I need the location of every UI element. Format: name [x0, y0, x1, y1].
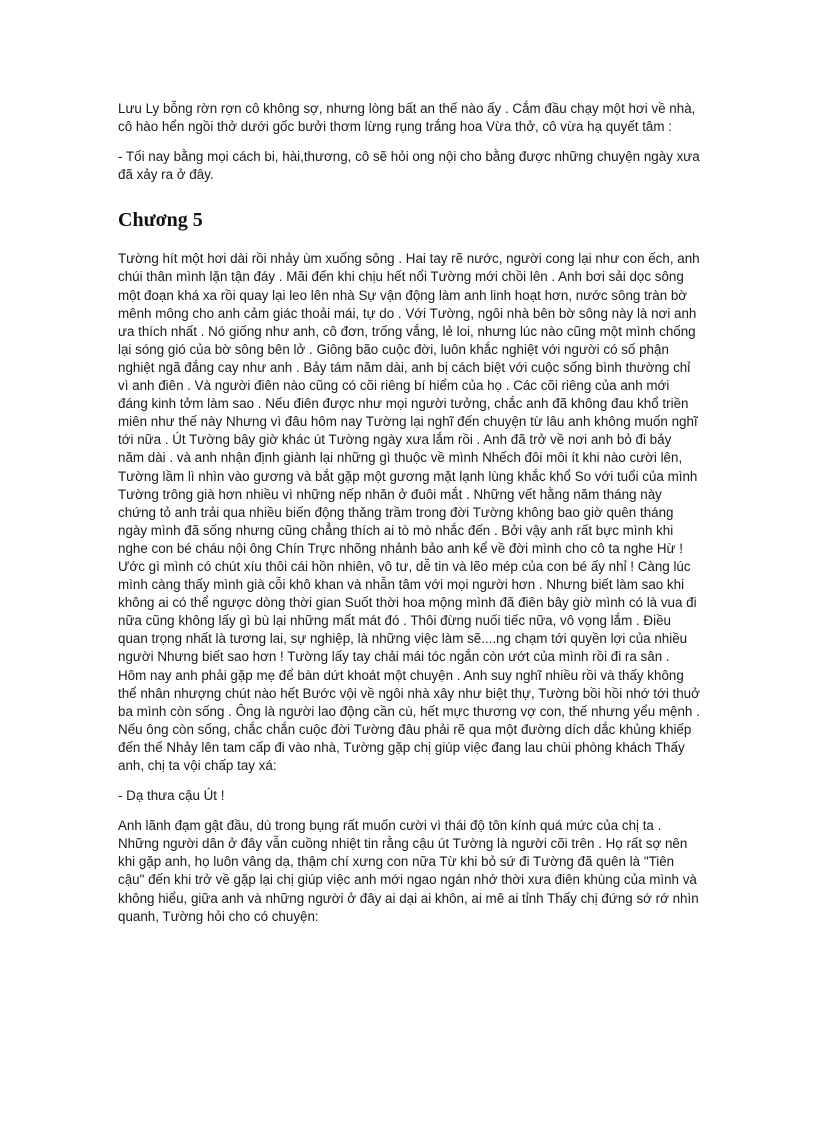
intro-paragraph-1: Lưu Ly bỗng rờn rợn cô không sợ, nhưng lòng bất an thế nào ấy . Cắm đầu chạy một hơi về nhà, cô hào hển ngồi thở dưới gốc bưởi thơm lừng rụng trắng hoa Vừa thở, cô vừa hạ quyết tâm : — [118, 101, 696, 135]
chapter-paragraph-3: Anh lãnh đạm gật đầu, dù trong bụng rất muốn cười vì thái độ tôn kính quá mức của chị ta . Những người dân ở đây vẫn cuồng nhiệt tin rằng cậu út Tường là người cõi trên . Họ rất sợ nên khi gặp anh, họ luôn vâng dạ, thậm chí xưng con nữa Từ khi bỏ sứ đi Tường đã quên là "Tiên cậu" đến khi trở về gặp lại chị giúp việc anh mới ngao ngán nhớ thời xưa điên khùng của mình và không hiểu, giữa anh và những người ở đây ai dại ai khôn, ai mê ai tỉnh Thấy chị đứng sớ rớ nhìn quanh, Tường hỏi cho có chuyện: — [118, 818, 699, 924]
intro-paragraph-2: - Tối nay bằng mọi cách bi, hài,thương, cô sẽ hỏi ong nội cho bằng được những chuyện ngày xưa đã xảy ra ở đây. — [118, 149, 700, 183]
document-page — [118, 100, 700, 938]
chapter-paragraph-1: Tường hít một hơi dài rồi nhảy ùm xuống sông . Hai tay rẽ nước, người cong lại như con ếch, anh chúi thân mình lặn tận đáy . Mãi đến khi chịu hết nổi Tường mới chồi lên . Anh bơi sải dọc sông một đoạn khá xa rồi quay lại leo lên nhà Sự vận động làm anh linh hoạt hơn, nước sông tràn bờ mênh mông cho anh cảm giác thoải mái, tự do . Với Tường, ngôi nhà bên bờ sông này là nơi anh ưa thích nhất . Nó giống như anh, cô đơn, trống vắng, lẻ loi, nhưng lúc nào cũng một mình chống lại sóng gió của bờ sông bên lở . Giông bão cuộc đời, luôn khắc nghiệt với người có số phận nghiệt ngã đắng cay như anh . Bảy tám năm dài, anh bị cách biệt với cuộc sống bình thường chỉ vì anh điên . Và người điên nào cũng có cõi riêng bí hiểm của họ . Các cõi riêng của anh mới đáng kinh tởm làm sao . Nếu điên được như mọi người tưởng, chắc anh đã không đau khổ triền miên như thế này Nhưng vì đâu hôm nay Tường lại nghĩ đến chuyện từ lâu anh không muốn nghĩ tới nữa . Út Tường bây giờ khác út Tường ngày xưa lắm rồi . Anh đã trở về nơi anh bỏ đi bảy năm dài . và anh nhận định giành lại những gì thuộc về mình Nhếch đôi môi ít khi nào cười lên, Tường lầm lì nhìn vào gương và bắt gặp một gương mặt lạnh lùng khắc khổ So với tuổi của mình Tường trông già hơn nhiều vì những nếp nhăn ở đuôi mắt . Những vết hằng năm tháng này chứng tỏ anh trải qua nhiều biến động thăng trầm trong đời Tường không bao giờ quên tháng ngày mình đã sống nhưng cũng chẳng thích ai tò mò nhắc đến . Bởi vậy anh rất bực mình khi nghe con bé cháu nội ông Chín Trực nhõng nhảnh bảo anh kể về đời mình cho cô ta nghe Hừ ! Ước gì mình có chút xíu thôi cái hồn nhiên, vô tư, dễ tin và lẽo mép của con bé ấy nhỉ ! Càng lúc mình càng thấy mình già cỗi khô khan và nhẫn tâm với mọi người hơn . Nhưng biết làm sao khi không ai có thể ngược dòng thời gian Suốt thời hoa mộng mình đã điên bây giờ mình có là vua đi nữa cũng không lấy gì bù lại những mất mát đó . Thôi đừng nuối tiếc nữa, vô vọng lắm . Điều quan trọng nhất là tương lai, sự nghiệp, là những việc làm sẽ....ng chạm tới quyền lợi của nhiều người Nhưng biết sao hơn ! Tường lấy tay chải mái tóc ngắn còn ướt của mình rồi đi ra sân . Hôm nay anh phải gặp mẹ để bàn dứt khoát một chuyện . Anh suy nghĩ nhiều rồi và thấy không thể nhân nhượng chút nào hết Bước vội về ngôi nhà xây như biệt thự, Tường bồi hồi nhớ tới thuở ba mình còn sống . Ông là người lao động cần cù, hết mực thương vợ con, thế nhưng yểu mệnh . Nếu ông còn sống, chắc chắn cuộc đời Tường đâu phải rẽ qua một đường dích dắc khủng khiếp đến thế Nhảy lên tam cấp đi vào nhà, Tường gặp chị giúp việc đang lau chùi phòng khách Thấy anh, chị ta vội chấp tay xá: — [118, 251, 700, 773]
chapter-title: Chương 5 — [118, 209, 203, 232]
chapter-paragraph-2: - Dạ thưa cậu Út ! — [118, 788, 225, 804]
